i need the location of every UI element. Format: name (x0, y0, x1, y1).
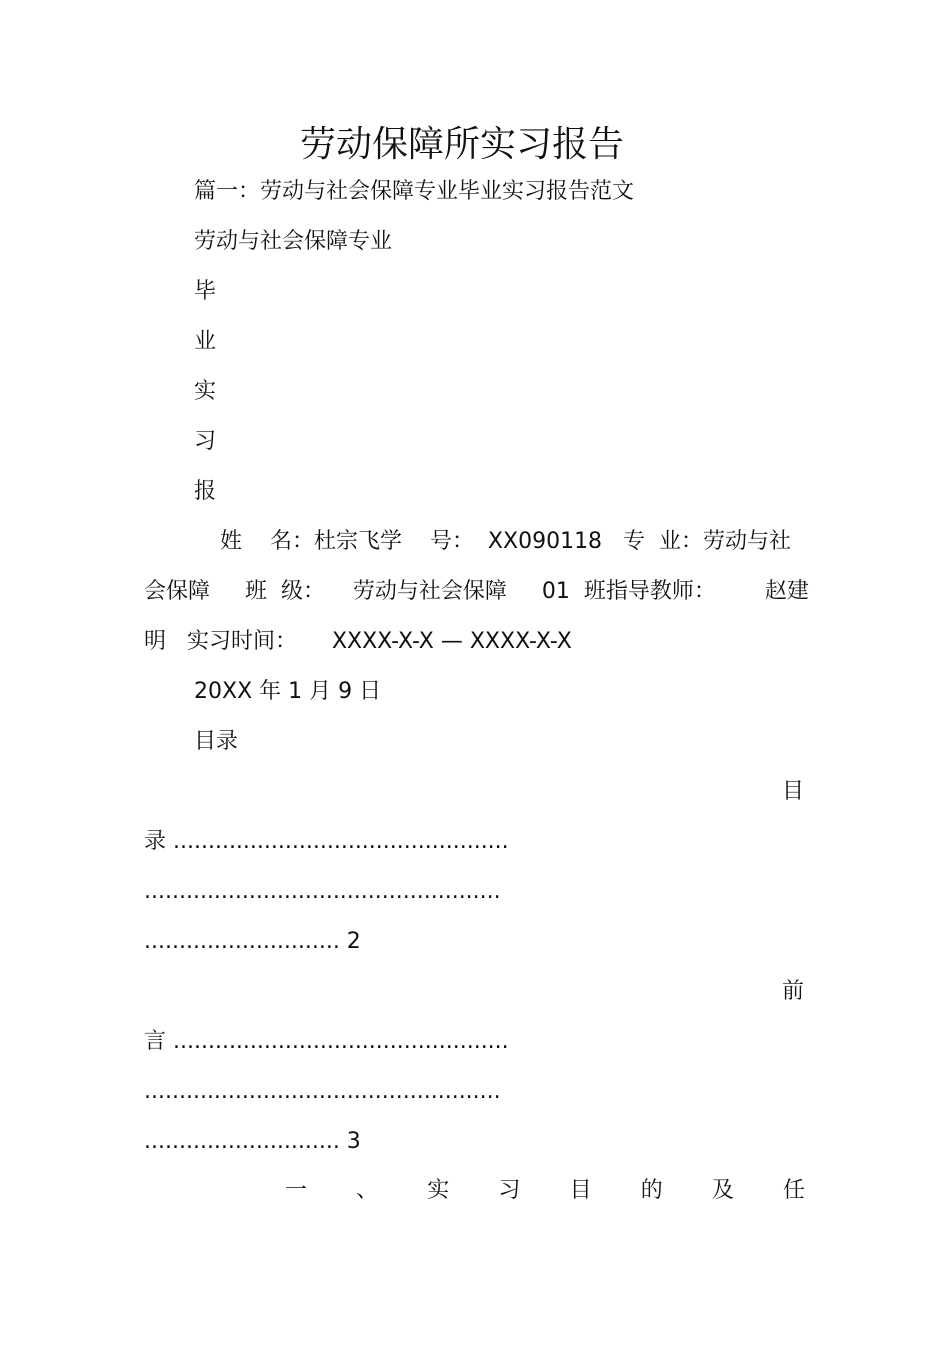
heading-char: 及 (711, 1178, 734, 1203)
heading-char: 任 (782, 1178, 805, 1203)
vertical-char: 实 (194, 379, 217, 404)
heading-char: 的 (640, 1178, 663, 1203)
toc-entry-dots: ................................................... (144, 879, 501, 904)
info-line-1: 姓 名：杜宗飞学 号： XX090118 专 业：劳动与社 (220, 529, 792, 554)
toc-entry-first-char: 前 (781, 979, 804, 1004)
vertical-char: 报 (194, 479, 217, 504)
info-line-2: 会保障 班 级： 劳动与社会保障 01 班指导教师： 赵建 (144, 579, 809, 604)
section-heading: 篇一：劳动与社会保障专业毕业实习报告范文 (194, 179, 635, 204)
report-date: 20XX 年 1 月 9 日 (194, 679, 382, 704)
toc-heading: 目录 (194, 729, 239, 754)
heading-char: 一 (285, 1178, 308, 1203)
toc-entry-dots: ................................................... (144, 1079, 501, 1104)
toc-entry-dots: 言 ................................................ (144, 1029, 509, 1054)
heading-char: 实 (427, 1178, 450, 1203)
toc-entry-first-char: 目 (781, 779, 804, 804)
heading-char: 、 (356, 1178, 379, 1203)
section-one-heading (285, 1176, 805, 1206)
vertical-char: 毕 (194, 279, 217, 304)
vertical-char: 习 (194, 429, 217, 454)
heading-char: 目 (569, 1178, 592, 1203)
vertical-char: 业 (194, 329, 217, 354)
toc-entry-page: ............................ 2 (144, 929, 361, 954)
document-title: 劳动保障所实习报告 (299, 124, 624, 165)
info-line-3: 明 实习时间： XXXX-X-X — XXXX-X-X (144, 629, 572, 654)
toc-entry-page: ............................ 3 (144, 1129, 361, 1154)
heading-char: 习 (498, 1178, 521, 1203)
toc-entry-dots: 录 ................................................ (144, 829, 509, 854)
major-line: 劳动与社会保障专业 (194, 229, 393, 254)
